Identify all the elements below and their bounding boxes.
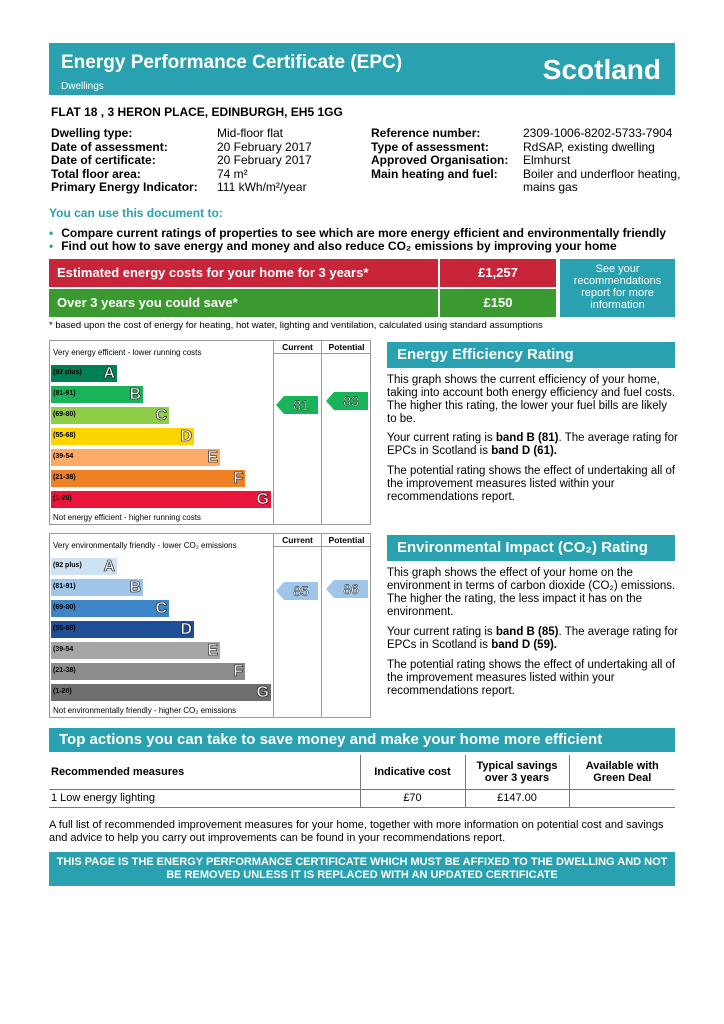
table-row <box>49 789 675 807</box>
band-range: (92 plus) <box>53 562 82 569</box>
environmental-rating-title: Environmental Impact (CO₂) Rating <box>387 535 675 561</box>
detail-key: Reference number: <box>371 126 481 140</box>
detail-value: 74 m² <box>217 166 248 181</box>
detail-key: Date of assessment: <box>51 139 168 154</box>
average-band: band D (61). <box>491 445 557 457</box>
current-rating-arrow: 81 <box>284 396 318 414</box>
table-header-row <box>49 755 675 789</box>
band-g <box>51 684 271 701</box>
column-header: Recommended measures <box>49 755 360 789</box>
band-letter: B <box>129 386 141 403</box>
band-range: (21-38) <box>53 667 76 674</box>
detail-key: Date of certificate: <box>51 153 156 167</box>
cost-cell: £70 <box>360 789 465 807</box>
band-letter: D <box>180 428 192 445</box>
bullet-text: Compare current ratings of properties to see which are more energy efficient and environmentally friendly <box>61 226 667 240</box>
potential-header: Potential <box>322 534 371 547</box>
estimated-costs-row <box>49 259 557 287</box>
band-g <box>51 491 271 508</box>
band-a <box>51 365 117 382</box>
band-letter: C <box>155 407 167 424</box>
efficiency-rating-title: Energy Efficiency Rating <box>387 342 675 368</box>
detail-value: 111 kWh/m²/year <box>217 180 307 194</box>
full-list-note: A full list of recommended improvement measures for your home, together with more information on potential cost and savings and advice to help you carry out improvements can be found in your recommendations report. <box>49 819 664 844</box>
band-range: (69-80) <box>53 411 76 418</box>
detail-value: 2309-1006-8202-5733-7904 <box>523 126 673 140</box>
detail-value: Mid-floor flat <box>217 126 284 140</box>
detail-key: Dwelling type: <box>51 126 133 140</box>
band-range: (21-38) <box>53 474 76 481</box>
efficiency-paragraph-1: This graph shows the current efficiency of your home, taking into account both energy efficiency and fuel costs. The higher this rating, the lower your fuel bills are likely to be. <box>387 374 676 425</box>
band-e <box>51 449 220 466</box>
bullet-text: Find out how to save energy and money and also reduce CO₂ emissions by improving your home <box>61 239 617 253</box>
page-title: Energy Performance Certificate (EPC) <box>61 52 403 73</box>
column-header: Available with Green Deal <box>569 755 675 789</box>
detail-key: Type of assessment: <box>371 139 489 154</box>
costs-footnote: * based upon the cost of energy for heating, hot water, lighting and ventilation, calculated using standard assumptions <box>49 320 543 331</box>
list-item: • Compare current ratings of properties to see which are more energy efficient and environmentally friendly <box>49 226 667 240</box>
savings-cell: £147.00 <box>465 789 569 807</box>
graph-top-label: Very energy efficient - lower running costs <box>53 348 202 357</box>
band-range: (39-54 <box>53 646 74 653</box>
band-range: (1-20) <box>53 495 72 502</box>
band-letter: C <box>155 600 167 617</box>
detail-value: 20 February 2017 <box>217 139 312 154</box>
band-a <box>51 558 117 575</box>
band-f <box>51 470 245 487</box>
see-recommendations-note: See your recommendations report for more information <box>560 259 675 317</box>
band-b <box>51 579 143 596</box>
band-letter: D <box>180 621 192 638</box>
use-document-heading: You can use this document to: <box>49 206 223 220</box>
band-f <box>51 663 245 680</box>
environment-paragraph-1: This graph shows the effect of your home on the environment in terms of carbon dioxide (CO₂) emissions. The higher the rating, the less impact it has on the environment. <box>387 567 676 618</box>
text: . The average rating for EPCs in Scotland is <box>387 432 678 457</box>
graph-top-label: Very environmentally friendly - lower CO₂ emissions <box>53 541 237 550</box>
detail-value: RdSAP, existing dwelling <box>523 139 655 154</box>
estimated-costs-label: Estimated energy costs for your home for 3 years* <box>49 259 438 287</box>
current-rating-arrow: 85 <box>284 582 318 600</box>
band-letter: A <box>103 558 115 575</box>
band-letter: F <box>233 663 243 680</box>
band-range: (39-54 <box>53 453 74 460</box>
potential-column <box>321 534 371 717</box>
band-d <box>51 621 194 638</box>
band-e <box>51 642 220 659</box>
text: Your current rating is <box>387 432 496 444</box>
environmental-impact-graph <box>49 533 371 718</box>
text: . The average rating for EPCs in Scotland is <box>387 626 678 651</box>
band-range: (55-68) <box>53 625 76 632</box>
region-label: Scotland <box>542 54 661 85</box>
band-letter: G <box>256 684 269 701</box>
environment-paragraph-2 <box>387 626 679 652</box>
column-header: Typical savings over 3 years <box>465 755 569 789</box>
measure-cell: 1 Low energy lighting <box>49 789 360 807</box>
band-letter: A <box>103 365 115 382</box>
band-c <box>51 600 169 617</box>
top-actions-title: Top actions you can take to save money and make your home more efficient <box>49 728 675 752</box>
column-header: Indicative cost <box>360 755 465 789</box>
property-address: FLAT 18 , 3 HERON PLACE, EDINBURGH, EH5 1GG <box>51 105 343 119</box>
potential-rating-arrow: 86 <box>334 580 368 598</box>
detail-value: Boiler and underfloor heating, <box>523 166 681 181</box>
band-letter: G <box>256 491 269 508</box>
detail-key: Main heating and fuel: <box>371 166 498 181</box>
detail-value: mains gas <box>523 180 578 194</box>
detail-key: Total floor area: <box>51 166 141 181</box>
band-letter: E <box>207 449 218 466</box>
affix-notice: THIS PAGE IS THE ENERGY PERFORMANCE CERTIFICATE WHICH MUST BE AFFIXED TO THE DWELLING AND NOT BE REMOVED UNLESS IT IS REPLACED WITH AN UPDATED CERTIFICATE <box>49 852 675 886</box>
current-header: Current <box>274 341 321 354</box>
average-band: band D (59). <box>491 639 557 651</box>
savings-label: Over 3 years you could save* <box>49 289 438 317</box>
band-c <box>51 407 169 424</box>
band-range: (69-80) <box>53 604 76 611</box>
environment-paragraph-3: The potential rating shows the effect of undertaking all of the improvement measures listed within your recommendations report. <box>387 659 676 697</box>
detail-key: Primary Energy Indicator: <box>51 180 198 194</box>
epc-header <box>49 43 675 95</box>
measures-table <box>49 755 675 808</box>
graph-bottom-label: Not energy efficient - higher running costs <box>53 513 201 522</box>
savings-value: £150 <box>440 289 556 317</box>
band-letter: F <box>233 470 243 487</box>
energy-efficiency-graph <box>49 340 371 525</box>
current-column <box>273 341 321 524</box>
band-range: (92 plus) <box>53 369 82 376</box>
band-range: (55-68) <box>53 432 76 439</box>
band-range: (1-20) <box>53 688 72 695</box>
estimated-costs-value: £1,257 <box>440 259 556 287</box>
current-column <box>273 534 321 717</box>
current-band: band B (81) <box>495 432 559 444</box>
band-range: (81-91) <box>53 390 76 397</box>
text: Your current rating is <box>387 626 496 638</box>
current-band: band B (85) <box>495 626 559 638</box>
potential-header: Potential <box>322 341 371 354</box>
potential-column <box>321 341 371 524</box>
band-b <box>51 386 143 403</box>
efficiency-paragraph-3: The potential rating shows the effect of undertaking all of the improvement measures listed within your recommendations report. <box>387 465 676 503</box>
detail-value: Elmhurst <box>523 153 571 167</box>
graph-bottom-label: Not environmentally friendly - higher CO₂ emissions <box>53 706 237 715</box>
efficiency-paragraph-2 <box>387 432 679 458</box>
detail-value: 20 February 2017 <box>217 153 312 167</box>
current-header: Current <box>274 534 321 547</box>
details-right <box>371 127 681 197</box>
detail-key: Approved Organisation: <box>371 153 509 167</box>
band-d <box>51 428 194 445</box>
band-letter: E <box>207 642 218 659</box>
band-letter: B <box>129 579 141 596</box>
list-item: • Find out how to save energy and money and also reduce CO₂ emissions by improving your home <box>49 239 617 253</box>
band-range: (81-91) <box>53 583 76 590</box>
green-deal-cell <box>569 789 675 807</box>
savings-row <box>49 289 557 317</box>
details-left <box>51 127 351 197</box>
potential-rating-arrow: 83 <box>334 392 368 410</box>
page-subtitle: Dwellings <box>61 81 104 92</box>
